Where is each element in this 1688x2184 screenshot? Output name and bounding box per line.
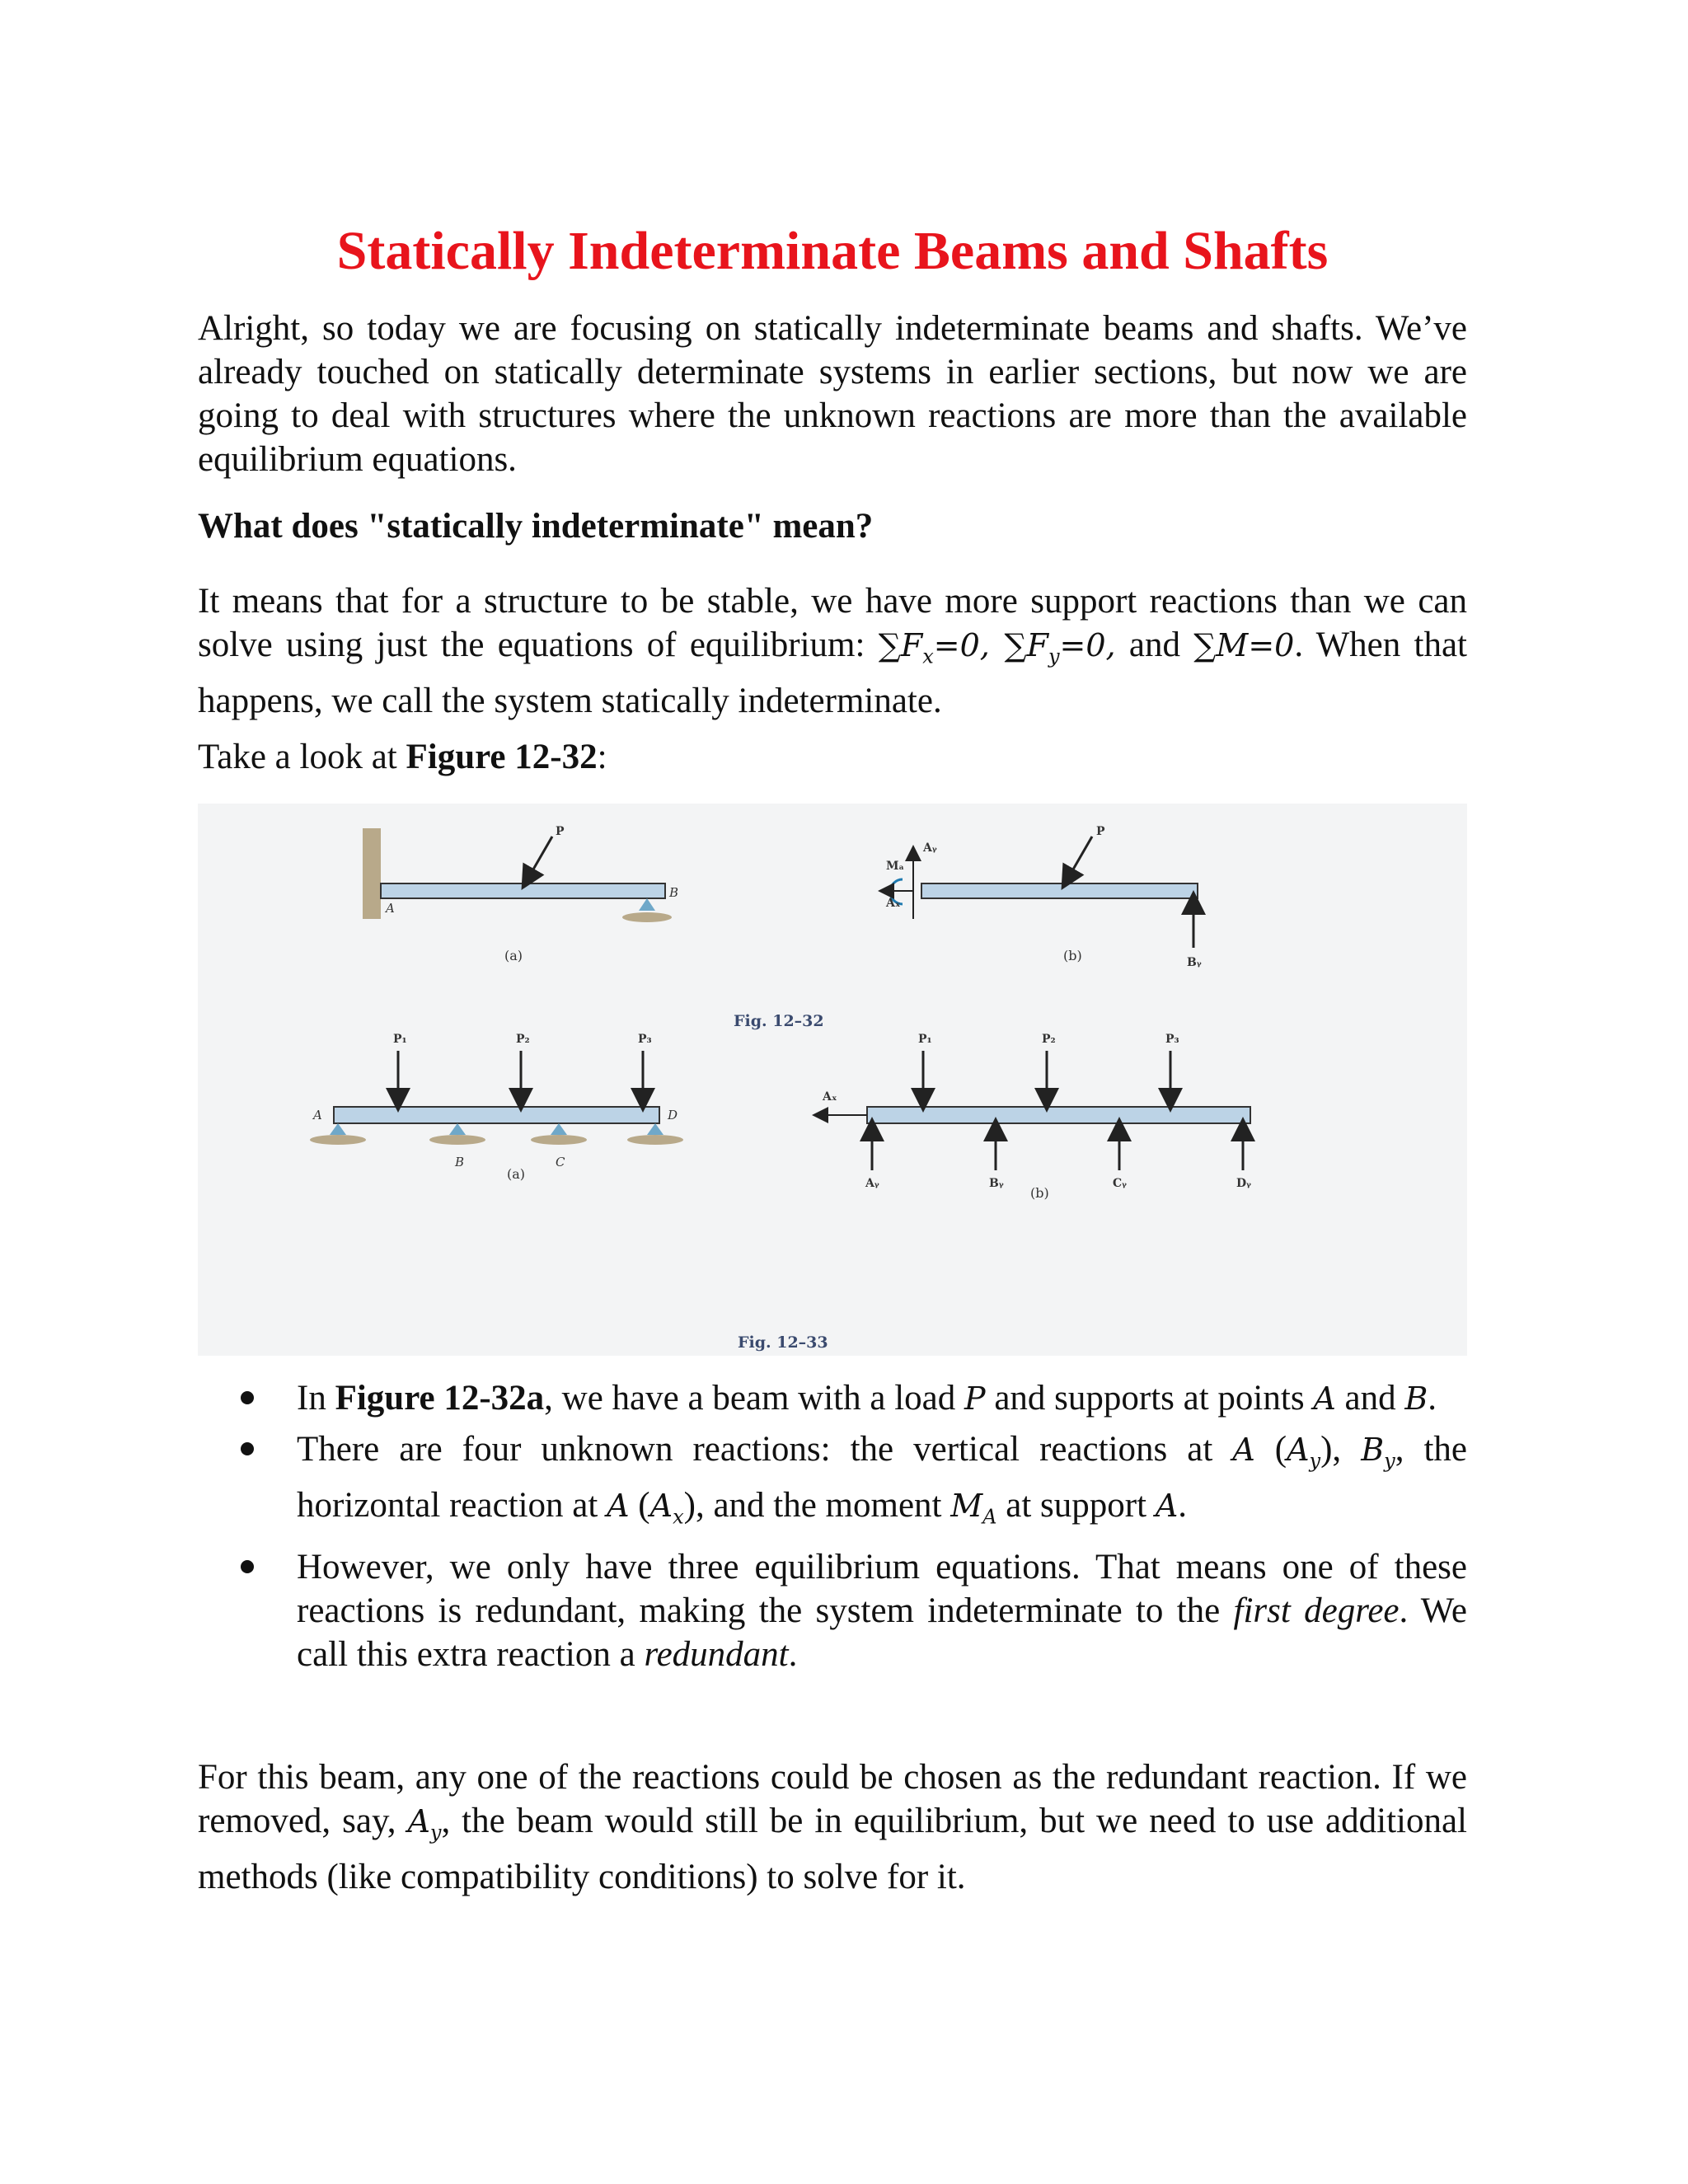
svg-text:(b): (b) — [1030, 1185, 1049, 1201]
equation-sum-fy: $\sum F_y=0$, — [1004, 627, 1116, 668]
figure-intro: Take a look at Figure 12-32: — [198, 738, 607, 776]
svg-text:Aᵧ: Aᵧ — [865, 1177, 879, 1190]
list-item: However, we only have three equilibrium equations. That means one of these reactions is redundant, making the system indeterminate to the first degree. We call this extra reaction a redundant. — [198, 1545, 1467, 1676]
svg-text:P₂: P₂ — [1042, 1033, 1056, 1046]
label-ma: Mₐ — [886, 860, 905, 873]
section-heading: What does "statically indeterminate" mean? — [198, 507, 874, 546]
load-arrow-p — [528, 837, 552, 879]
equation-sum-m: ∑M=0 — [1193, 627, 1295, 663]
label-by: Bᵧ — [1187, 956, 1202, 969]
svg-text:(a): (a) — [507, 1166, 526, 1182]
svg-text:P: P — [1096, 825, 1105, 838]
fixed-wall-support — [363, 828, 381, 919]
beam-figure — [198, 804, 1467, 1356]
fig-12-32a — [363, 825, 678, 963]
label-part-a: (a) — [504, 948, 523, 963]
svg-text:Dᵧ: Dᵧ — [1236, 1177, 1251, 1190]
fig-12-33-caption: Fig. 12–33 — [738, 1333, 828, 1352]
svg-text:D: D — [668, 1108, 678, 1122]
beam-b — [921, 883, 1198, 898]
svg-text:P₁: P₁ — [918, 1033, 932, 1046]
roller-support-b — [639, 898, 655, 911]
svg-text:Cᵧ: Cᵧ — [1113, 1177, 1127, 1190]
equation-sum-fx: $\sum F_x=0$, — [878, 627, 1005, 668]
svg-text:P₃: P₃ — [1165, 1033, 1179, 1046]
label-ax: Aₓ — [886, 897, 901, 910]
continuous-beam-a — [334, 1107, 659, 1123]
label-a: A — [386, 901, 395, 916]
svg-text:P₂: P₂ — [516, 1033, 530, 1046]
bullet-icon — [241, 1560, 254, 1573]
continuous-beam-b — [867, 1107, 1250, 1123]
meaning-text-before: It means that for a structure to be stable, we have more support reactions than we can solve using just the equations of equilibrium: — [198, 582, 1467, 664]
svg-text:B: B — [455, 1155, 465, 1169]
fig-12-32-caption: Fig. 12–32 — [734, 1012, 824, 1030]
svg-text:Bᵧ: Bᵧ — [989, 1177, 1004, 1190]
intro-paragraph: Alright, so today we are focusing on statically indeterminate beams and shafts. We’ve already touched on statically determinate systems in earlier sections, but now we are going to deal with structures where the unknown reactions are more than the available equilibrium equations. — [198, 309, 1467, 479]
bullet-icon — [241, 1442, 254, 1455]
svg-text:P₁: P₁ — [393, 1033, 407, 1046]
bullet-icon — [241, 1391, 254, 1404]
svg-text:A: A — [313, 1108, 322, 1122]
fig-12-33a — [310, 1033, 683, 1182]
svg-text:C: C — [556, 1155, 565, 1169]
fig-12-33b — [820, 1033, 1251, 1201]
beam-a — [381, 883, 665, 898]
label-p: P — [556, 825, 565, 838]
page-title: Statically Indeterminate Beams and Shafts — [336, 221, 1329, 281]
beam-supports — [330, 1123, 663, 1135]
list-item: There are four unknown reactions: the vertical reactions at A $(A_y)$, $B_y$, the horizontal reaction at A $(A_x)$, and the moment $M_A$ at support A. — [198, 1427, 1467, 1539]
label-b: B — [669, 885, 679, 900]
fig-12-32b — [885, 825, 1202, 969]
meaning-text-after: . When that happens, we call the system statically indeterminate. — [198, 626, 1468, 720]
bullet-list — [198, 1376, 1467, 1683]
figure-reference: Figure 12-32 — [406, 738, 598, 776]
meaning-paragraph: It means that for a structure to be stable, we have more support reactions than we can solve using just the equations of equilibrium: $\sum F_x=0$, $\sum F_y=0$, and ∑M=0. When that happens, we call the system statically indeterminate. — [198, 582, 1468, 720]
ground — [622, 912, 672, 922]
load-arrow-p-b — [1067, 837, 1092, 879]
closing-paragraph: For this beam, any one of the reactions could be chosen as the redundant reaction. If we removed, say, $A_y$, the beam would still be in equilibrium, but we need to use additional methods (like compatibility conditions) to solve for it. — [198, 1758, 1468, 1896]
list-item: In Figure 12-32a, we have a beam with a load P and supports at points A and B. — [198, 1376, 1467, 1421]
svg-text:P₃: P₃ — [638, 1033, 652, 1046]
label-part-b: (b) — [1063, 948, 1082, 963]
svg-text:Aₓ: Aₓ — [823, 1090, 837, 1104]
label-ay: Aᵧ — [923, 841, 937, 855]
